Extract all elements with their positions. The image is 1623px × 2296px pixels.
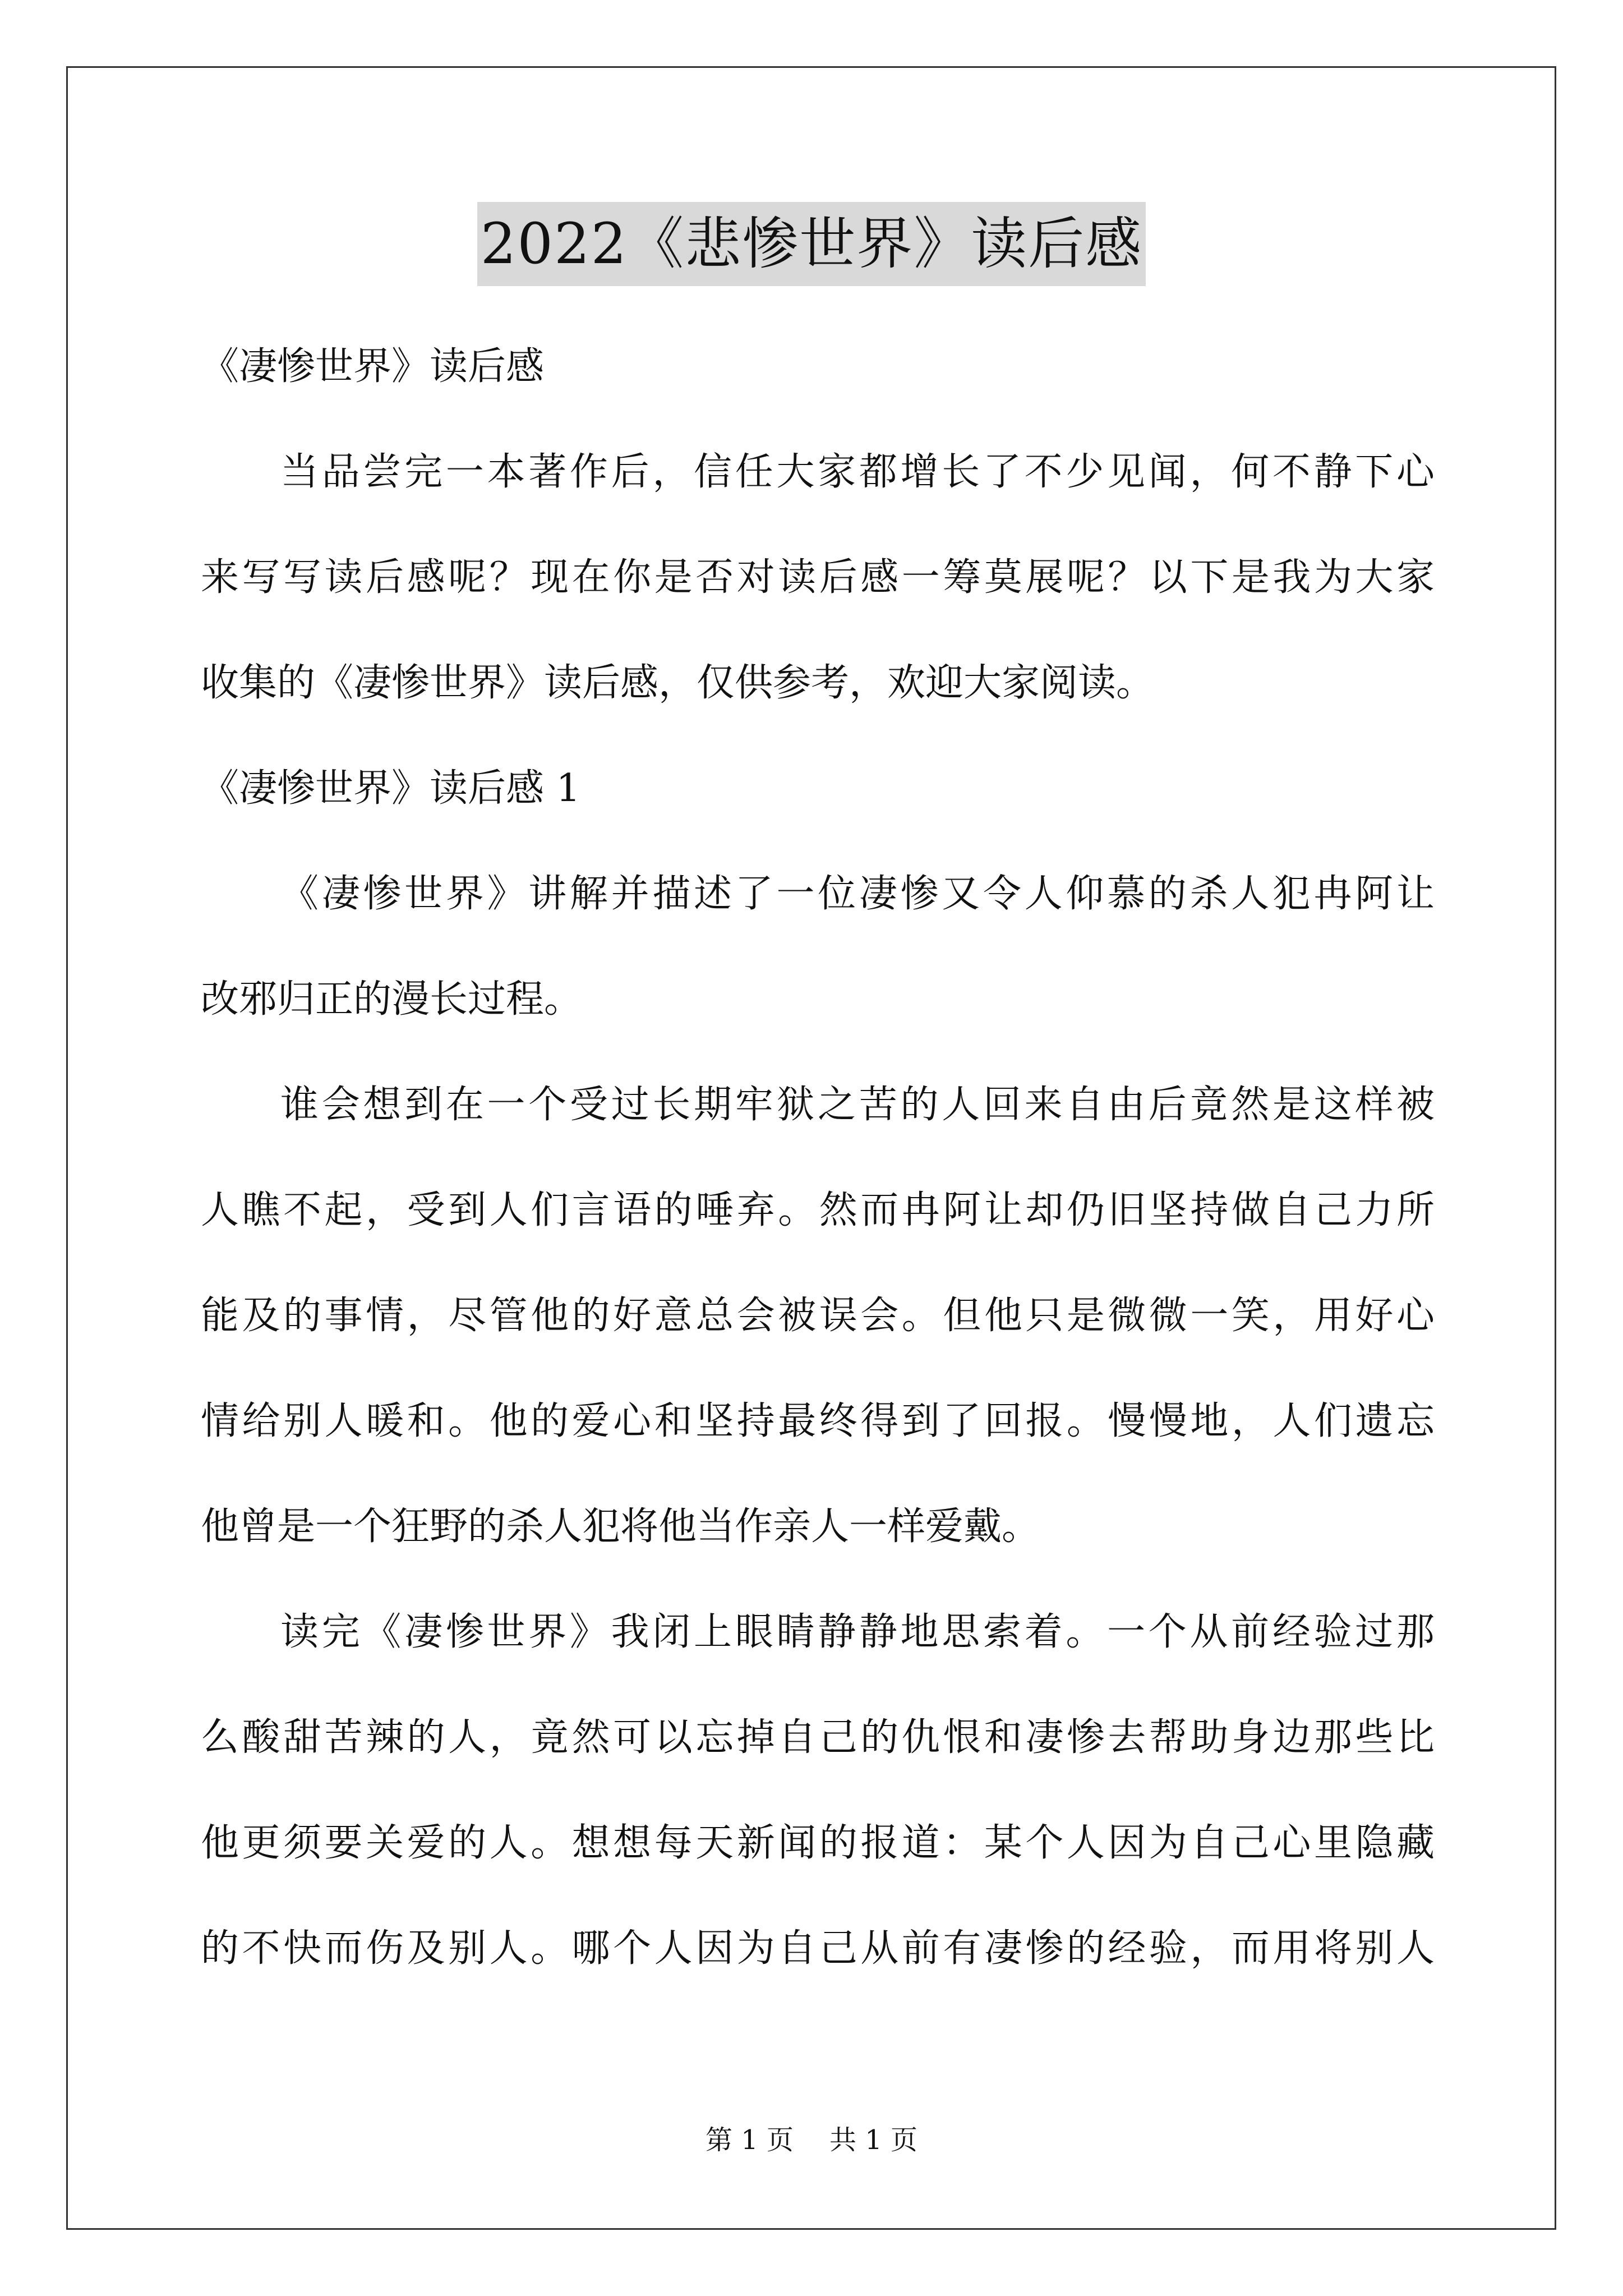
text-line: 改邪归正的漫长过程。 xyxy=(201,977,583,1022)
page-number-total: 共 1 页 xyxy=(829,2124,918,2156)
text-line: 谁会想到在一个受过长期牢狱之苦的人回来自由后竟然是这样被 xyxy=(280,1083,1435,1127)
text-line: 《凄惨世界》读后感 xyxy=(201,344,545,389)
document-title: 2022《悲惨世界》读后感 xyxy=(477,202,1146,286)
text-line: 他曾是一个狂野的杀人犯将他当作亲人一样爱戴。 xyxy=(201,1504,1040,1549)
text-line: 当品尝完一本著作后，信任大家都增长了不少见闻，何不静下心 xyxy=(280,450,1435,494)
text-line: 能及的事情，尽管他的好意总会被误会。但他只是微微一笑，用好心 xyxy=(201,1294,1435,1338)
document-body xyxy=(201,314,1435,2001)
page-footer xyxy=(0,2120,1623,2160)
text-line: 《凄惨世界》读后感 1 xyxy=(201,766,580,811)
text-line: 么酸甜苦辣的人，竟然可以忘掉自己的仇恨和凄惨去帮助身边那些比 xyxy=(201,1715,1435,1760)
text-line: 情给别人暖和。他的爱心和坚持最终得到了回报。慢慢地，人们遗忘 xyxy=(201,1399,1435,1443)
text-line: 来写写读后感呢？现在你是否对读后感一筹莫展呢？以下是我为大家 xyxy=(201,555,1435,600)
page-number-current: 第 1 页 xyxy=(705,2124,794,2156)
text-line: 人瞧不起，受到人们言语的唾弃。然而冉阿让却仍旧坚持做自己力所 xyxy=(201,1188,1435,1232)
text-line: 《凄惨世界》讲解并描述了一位凄惨又令人仰慕的杀人犯冉阿让 xyxy=(280,872,1435,916)
text-line: 的不快而伤及别人。哪个人因为自己从前有凄惨的经验，而用将别人 xyxy=(201,1926,1435,1971)
title-container xyxy=(0,202,1623,286)
text-line: 收集的《凄惨世界》读后感，仅供参考，欢迎大家阅读。 xyxy=(201,661,1155,705)
text-line: 读完《凄惨世界》我闭上眼睛静静地思索着。一个从前经验过那 xyxy=(280,1610,1435,1654)
text-line: 他更须要关爱的人。想想每天新闻的报道：某个人因为自己心里隐藏 xyxy=(201,1821,1435,1865)
